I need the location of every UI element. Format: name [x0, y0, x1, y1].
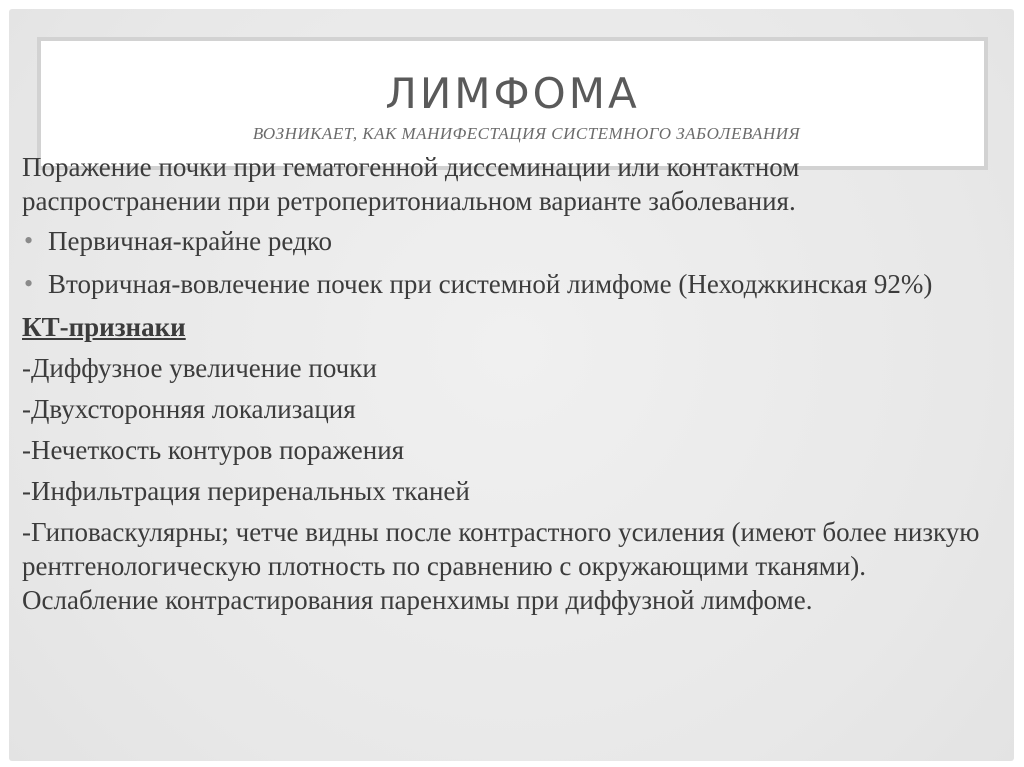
ct-feature: -Двухсторонняя локализация — [22, 394, 356, 424]
ct-feature: -Нечеткость контуров поражения — [22, 435, 405, 465]
bullet-list — [22, 224, 1002, 301]
bullet-item — [22, 267, 1002, 301]
bullet-item — [22, 224, 1002, 258]
intro-paragraph: Поражение почки при гематогенной диссеминации или контактном распространении при ретроперитониальном варианте заболевания. — [22, 152, 800, 216]
ct-feature: -Гиповаскулярны; четче видны после контрастного усиления (имеют более низкую рентгенологическую плотность по сравнению с окружающими тканями). Ослабление контрастирования паренхимы при диффузной лимфоме. — [22, 517, 980, 615]
bullet-text: Вторичная-вовлечение почек при системной лимфоме (Неходжкинская 92%) — [48, 269, 933, 299]
bullet-dot-icon: • — [24, 226, 34, 255]
ct-signs-heading: КТ-признаки — [22, 312, 186, 342]
ct-feature: -Диффузное увеличение почки — [22, 353, 377, 383]
slide-subtitle: ВОЗНИКАЕТ, КАК МАНИФЕСТАЦИЯ СИСТЕМНОГО ЗАБОЛЕВАНИЯ — [252, 124, 801, 143]
ct-feature: -Инфильтрация периренальных тканей — [22, 476, 470, 506]
slide-title: ЛИМФОМА — [385, 69, 640, 118]
bullet-text: Первичная-крайне редко — [48, 226, 332, 256]
slide-body — [22, 150, 1002, 624]
bullet-dot-icon: • — [24, 269, 34, 298]
